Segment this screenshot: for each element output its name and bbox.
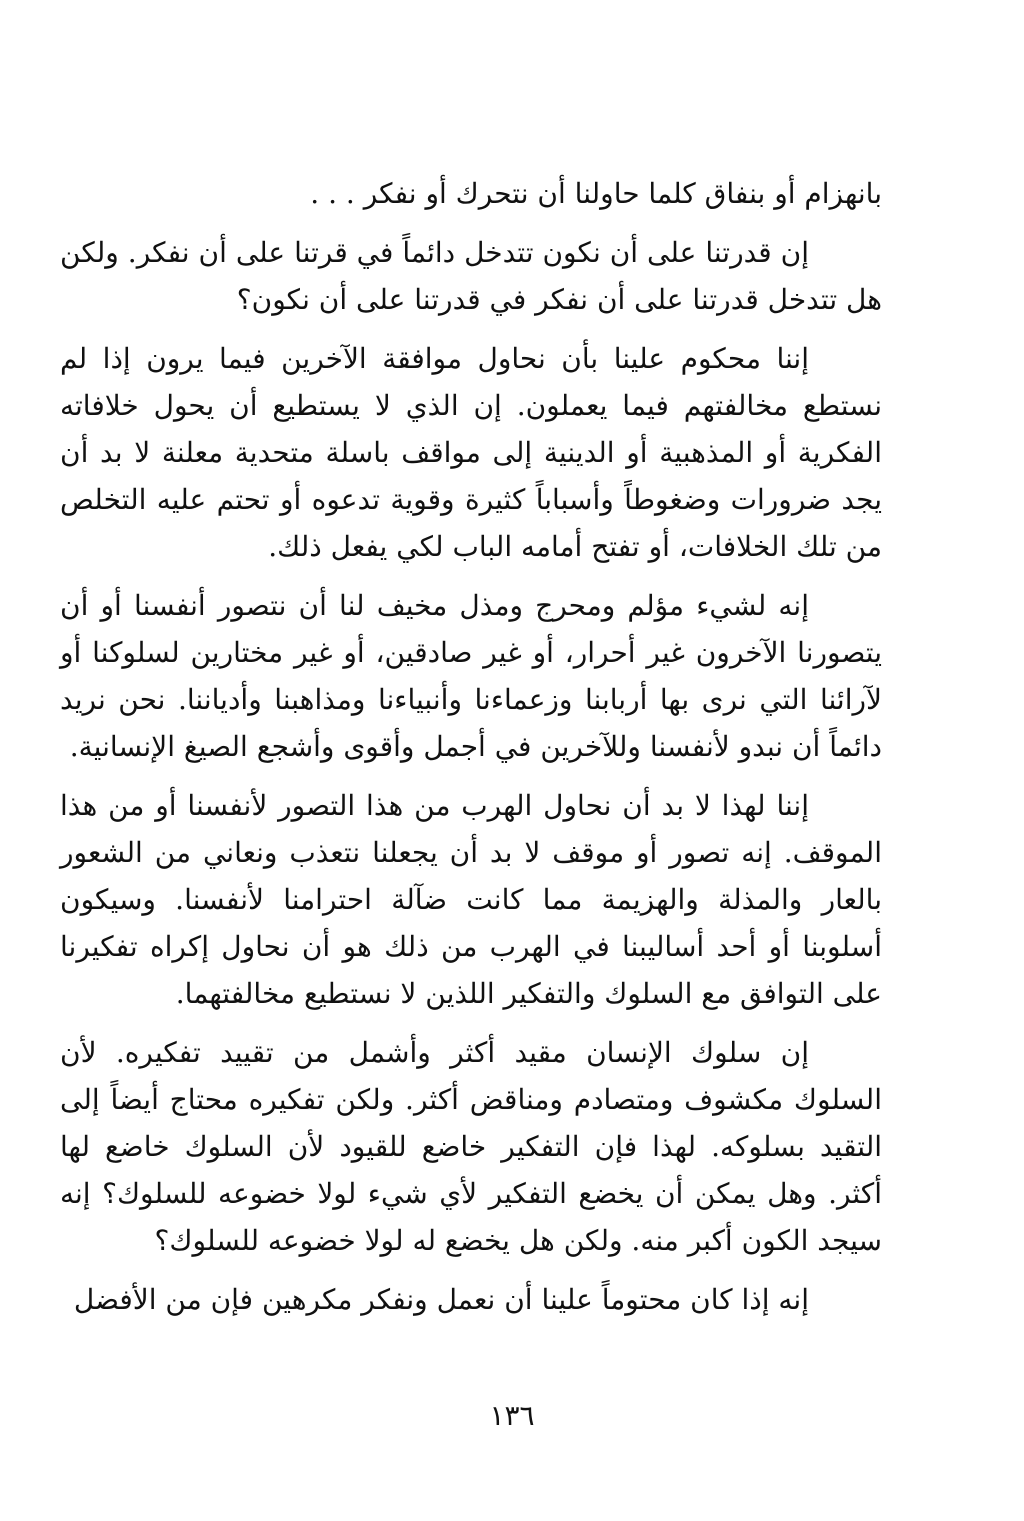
- paragraph-3: إننا محكوم علينا بأن نحاول موافقة الآخرين فيما يرون إذا لم نستطع مخالفتهم فيما يعملون. إن الذي لا يستطيع أن يحول خلافاته الفكرية أو المذهبية أو الدينية إلى مواقف باسلة متحدية معلنة لا بد أن يجد ضرورات وضغوطاً وأسباباً كثيرة وقوية تدعوه أو تحتم عليه التخلص من تلك الخلافات، أو تفتح أمامه الباب لكي يفعل ذلك.: [60, 342, 882, 563]
- paragraph-4: إنه لشيء مؤلم ومحرج ومذل مخيف لنا أن نتصور أنفسنا أو أن يتصورنا الآخرون غير أحرار، أو غير صادقين، أو غير مختارين لسلوكنا أو لآرائنا التي نرى بها أربابنا وزعماءنا وأنبياءنا ومذاهبنا وأدياننا. نحن نريد دائماً أن نبدو لأنفسنا وللآخرين في أجمل وأقوى وأشجع الصيغ الإنسانية.: [60, 589, 882, 763]
- paragraph-2: إن قدرتنا على أن نكون تتدخل دائماً في قرتنا على أن نفكر. ولكن هل تتدخل قدرتنا على أن نفكر في قدرتنا على أن نكون؟: [60, 236, 882, 316]
- page-number: ١٣٦: [489, 1399, 535, 1432]
- paragraph-7: إنه إذا كان محتوماً علينا أن نعمل ونفكر مكرهين فإن من الأفضل: [73, 1283, 809, 1316]
- paragraph-6: إن سلوك الإنسان مقيد أكثر وأشمل من تقييد تفكيره. لأن السلوك مكشوف ومتصادم ومناقض أكثر. ولكن تفكيره محتاج أيضاً إلى التقيد بسلوكه. لهذا فإن التفكير خاضع للقيود لأن السلوك خاضع لها أكثر. وهل يمكن أن يخضع التفكير لأي شيء لولا خضوعه للسلوك؟ إنه سيجد الكون أكبر منه. ولكن هل يخضع له لولا خضوعه للسلوك؟: [60, 1036, 882, 1257]
- paragraph-5: إننا لهذا لا بد أن نحاول الهرب من هذا التصور لأنفسنا أو من هذا الموقف. إنه تصور أو موقف لا بد أن يجعلنا نتعذب ونعاني من الشعور بالعار والمذلة والهزيمة مما كانت ضآلة احترامنا لأنفسنا. وسيكون أسلوبنا أو أحد أساليبنا في الهرب من ذلك هو أن نحاول إكراه تفكيرنا على التوافق مع السلوك والتفكير اللذين لا نستطيع مخالفتهما.: [60, 789, 882, 1010]
- paragraph-1: بانهزام أو بنفاق كلما حاولنا أن نتحرك أو نفكر . . .: [310, 177, 882, 210]
- page-body-text: [60, 170, 882, 1335]
